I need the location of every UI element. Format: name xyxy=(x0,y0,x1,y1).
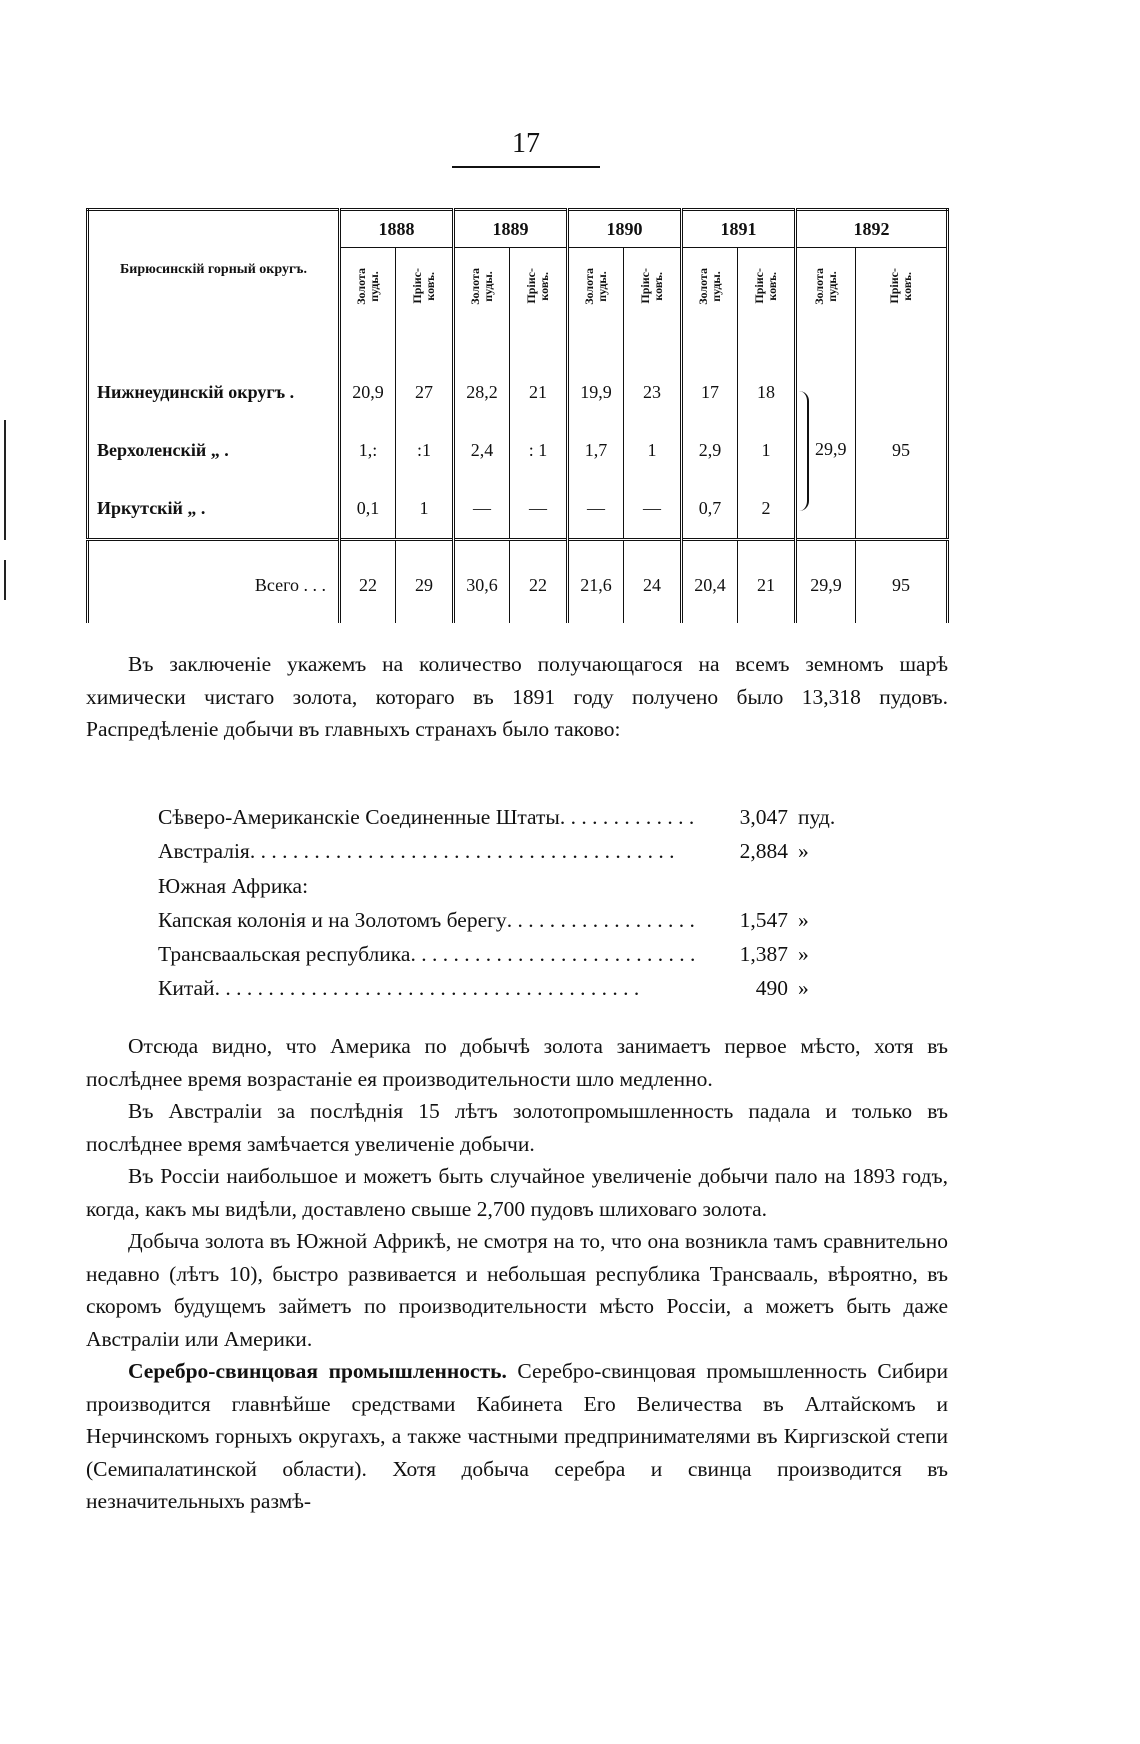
section-heading: Серебро-свинцовая промышленность. xyxy=(128,1359,507,1383)
cell-mines-1891: 2 xyxy=(738,480,796,540)
total-mines-1889: 22 xyxy=(510,569,568,603)
total-mines-1892: 95 xyxy=(856,569,948,603)
cell-mines-1891: 1 xyxy=(738,422,796,480)
cell-mines-1890: 23 xyxy=(624,364,682,422)
paragraph: Въ Россіи наибольшое и можетъ быть случайное увеличеніе добычи пало на 1893 годъ, когда, какъ мы видѣли, доставлено свыше 2,700 пудовъ шлиховаго золота. xyxy=(86,1164,948,1221)
cell-mines-1890: — xyxy=(624,480,682,540)
table-row xyxy=(88,364,948,422)
list-item: Китай . . . 490 » xyxy=(158,971,858,1005)
subheader-mines: Пріис- ковъ. xyxy=(624,248,682,330)
cell-gold-1889: 2,4 xyxy=(454,422,510,480)
cell-mines-1891: 18 xyxy=(738,364,796,422)
list-item: Южная Африка: xyxy=(158,873,309,898)
total-gold-1891: 20,4 xyxy=(682,569,738,603)
cell-mines-1892-merged: 95 xyxy=(856,364,948,540)
curly-brace xyxy=(797,391,809,511)
paragraph: Серебро-свинцовая промышленность. Серебро-свинцовая промышленность Сибири производится главнѣйше средствами Кабинета Его Величества въ Алтайскомъ и Нерчинскомъ горныхъ округахъ, а также частными предпринимателями въ Киргизской степи (Семипалатинской области). Хотя добыча серебра и свинца производится въ незначительныхъ размѣ- xyxy=(86,1359,948,1513)
subheader-mines: Пріис- ковъ. xyxy=(396,248,454,330)
gold-production-table xyxy=(86,208,949,623)
list-item: Австралія . . . 2,884 » xyxy=(158,834,858,868)
total-gold-1892: 29,9 xyxy=(796,569,856,603)
total-gold-1889: 30,6 xyxy=(454,569,510,603)
subheader-gold: Золота пуды. xyxy=(568,248,624,330)
cell-gold-1888: 20,9 xyxy=(340,364,396,422)
total-mines-1891: 21 xyxy=(738,569,796,603)
year-header: 1892 xyxy=(796,210,948,248)
cell-mines-1888: 27 xyxy=(396,364,454,422)
year-header: 1888 xyxy=(340,210,454,248)
table-row-header: Бирюсинскій горный округъ. xyxy=(120,262,307,278)
body-text xyxy=(86,1030,948,1518)
scan-edge-line xyxy=(4,420,6,540)
cell-gold-1892-merged: 29,9 xyxy=(796,364,856,540)
year-header: 1890 xyxy=(568,210,682,248)
row-label: Верхоленскій „ . xyxy=(97,440,229,460)
subheader-mines: Пріис- ковъ. xyxy=(856,248,948,330)
subheader-gold: Золота пуды. xyxy=(682,248,738,330)
subheader-gold: Золота пуды. xyxy=(454,248,510,330)
paragraph: Въ Австраліи за послѣднія 15 лѣтъ золотопромышленность падала и только въ послѣднее время замѣчается увеличеніе добычи. xyxy=(86,1099,948,1156)
total-mines-1888: 29 xyxy=(396,569,454,603)
subheader-gold: Золота пуды. xyxy=(796,248,856,330)
paragraph: Добыча золота въ Южной Африкѣ, не смотря на то, что она возникла тамъ сравнительно недавно (лѣтъ 10), быстро развивается и небольшая республика Трансвааль, вѣроятно, въ скоромъ будущемъ займетъ по производительности мѣсто Россіи, а можетъ быть даже Австраліи или Америки. xyxy=(86,1229,948,1351)
cell-gold-1890: 1,7 xyxy=(568,422,624,480)
list-item: Трансваальская республика . . . 1,387 » xyxy=(158,937,858,971)
cell-mines-1888: 1 xyxy=(396,480,454,540)
total-gold-1888: 22 xyxy=(340,569,396,603)
cell-mines-1889: — xyxy=(510,480,568,540)
cell-mines-1889: : 1 xyxy=(510,422,568,480)
cell-gold-1891: 17 xyxy=(682,364,738,422)
list-item: Капская колонія и на Золотомъ берегу . . . 1,547 » xyxy=(158,903,858,937)
cell-mines-1888: :1 xyxy=(396,422,454,480)
list-item: Сѣверо-Американскіе Соединенные Штаты . . . 3,047 пуд. xyxy=(158,800,858,834)
year-header: 1889 xyxy=(454,210,568,248)
cell-gold-1891: 0,7 xyxy=(682,480,738,540)
total-mines-1890: 24 xyxy=(624,569,682,603)
total-label: Всего . . . xyxy=(254,575,326,595)
subheader-mines: Пріис- ковъ. xyxy=(510,248,568,330)
cell-mines-1890: 1 xyxy=(624,422,682,480)
subheader-gold: Золота пуды. xyxy=(340,248,396,330)
cell-gold-1890: 19,9 xyxy=(568,364,624,422)
subheader-mines: Пріис- ковъ. xyxy=(738,248,796,330)
paragraph-intro: Въ заключеніе укажемъ на количество получающагося на всемъ земномъ шарѣ химически чистаго золота, котораго въ 1891 году получено было 13,318 пудовъ. Распредѣленіе добычи въ главныхъ странахъ было таково: xyxy=(86,652,948,741)
cell-mines-1889: 21 xyxy=(510,364,568,422)
year-header: 1891 xyxy=(682,210,796,248)
scan-edge-line-lower xyxy=(4,560,6,600)
cell-gold-1889: — xyxy=(454,480,510,540)
cell-gold-1888: 1,: xyxy=(340,422,396,480)
cell-gold-1890: — xyxy=(568,480,624,540)
paragraph: Отсюда видно, что Америка по добычѣ золота занимаетъ первое мѣсто, хотя въ послѣднее время возрастаніе ея производительности шло медленно. xyxy=(86,1034,948,1091)
production-list xyxy=(158,800,858,1006)
total-gold-1890: 21,6 xyxy=(568,569,624,603)
row-label: Иркутскій „ . xyxy=(97,498,206,518)
total-row xyxy=(88,569,948,603)
cell-gold-1891: 2,9 xyxy=(682,422,738,480)
cell-gold-1889: 28,2 xyxy=(454,364,510,422)
cell-gold-1888: 0,1 xyxy=(340,480,396,540)
page-number: 17 xyxy=(452,128,600,168)
row-label: Нижнеудинскій округъ . xyxy=(97,382,295,402)
